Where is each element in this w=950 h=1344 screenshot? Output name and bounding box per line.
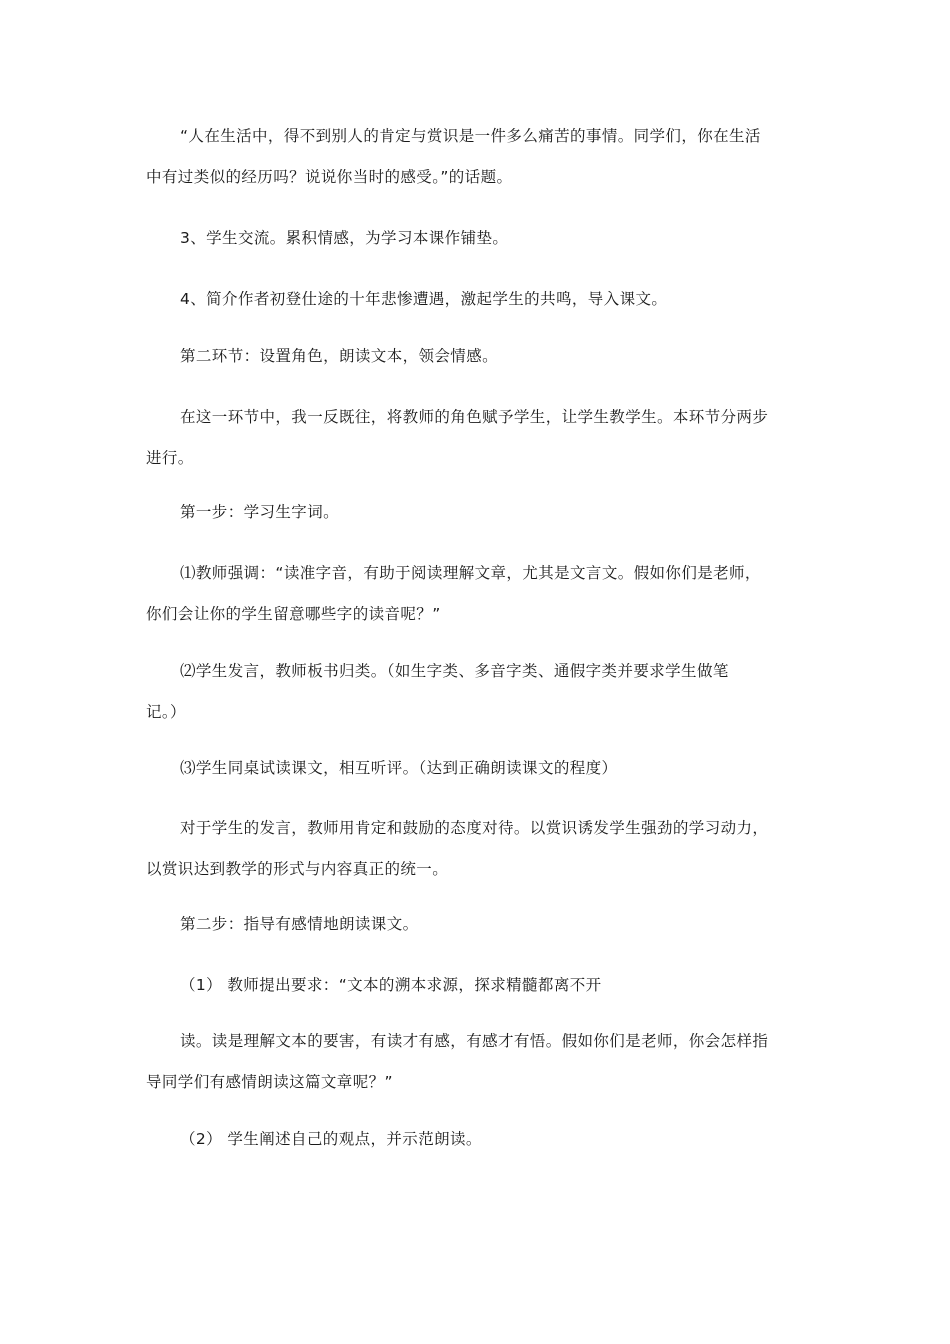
paragraph-appreciation — [146, 808, 806, 890]
text-line: 第二步：指导有感情地朗读课文。 — [180, 915, 419, 933]
paragraph-item-3 — [146, 748, 806, 789]
text-line: 以赏识达到教学的形式与内容真正的统一。 — [146, 860, 449, 878]
text-line: 你们会让你的学生留意哪些字的读音呢？” — [146, 605, 441, 623]
paragraph-step-3 — [146, 218, 806, 259]
text-line: ⑴教师强调：“读准字音，有助于阅读理解文章，尤其是文言文。假如你们是老师， — [180, 564, 761, 582]
text-line: 在这一环节中，我一反既往，将教师的角色赋予学生，让学生教学生。本环节分两步 — [180, 408, 769, 426]
sub-heading-step-two — [146, 904, 806, 945]
paragraph-item-1 — [146, 553, 806, 635]
text-line: ⑶学生同桌试读课文，相互听评。（达到正确朗读课文的程度） — [180, 759, 618, 777]
paragraph-reading-essence — [146, 1021, 806, 1103]
text-line: 4、简介作者初登仕途的十年悲惨遭遇，激起学生的共鸣，导入课文。 — [180, 290, 668, 308]
paragraph-step-4 — [146, 279, 806, 320]
paragraph-requirement — [146, 965, 806, 1006]
paragraph-student-demo — [146, 1119, 806, 1160]
text-line: 导同学们有感情朗读这篇文章呢？” — [146, 1073, 393, 1091]
text-line: 读。读是理解文本的要害，有读才有感，有感才有悟。假如你们是老师，你会怎样指 — [180, 1032, 769, 1050]
text-line: 中有过类似的经历吗？说说你当时的感受。”的话题。 — [146, 168, 513, 186]
text-line: “人在生活中，得不到别人的肯定与赏识是一件多么痛苦的事情。同学们，你在生活 — [180, 127, 761, 145]
text-line: 第二环节：设置角色，朗读文本，领会情感。 — [180, 347, 499, 365]
text-line: （2） 学生阐述自己的观点，并示范朗读。 — [180, 1130, 482, 1148]
text-line: 对于学生的发言，教师用肯定和鼓励的态度对待。以赏识诱发学生强劲的学习动力， — [180, 819, 769, 837]
paragraph-role-intro — [146, 397, 806, 479]
text-line: ⑵学生发言，教师板书归类。（如生字类、多音字类、通假字类并要求学生做笔 — [180, 662, 729, 680]
text-line: （1） 教师提出要求：“文本的溯本求源，探求精髓都离不开 — [180, 976, 602, 994]
text-line: 第一步：学习生字词。 — [180, 503, 340, 521]
text-line: 3、学生交流。累积情感，为学习本课作铺垫。 — [180, 229, 509, 247]
text-line: 记。） — [146, 703, 186, 721]
text-line: 进行。 — [146, 449, 194, 467]
section-heading-second — [146, 336, 806, 377]
sub-heading-step-one — [146, 492, 806, 533]
paragraph-item-2 — [146, 651, 806, 733]
paragraph-topic-question — [146, 116, 806, 198]
